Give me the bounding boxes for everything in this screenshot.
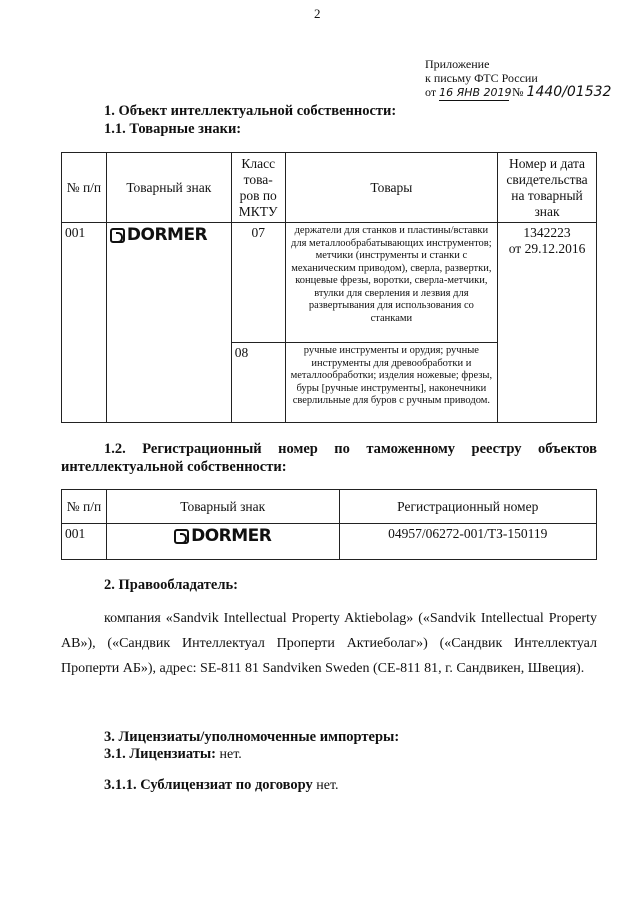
row-number: 001 [62, 223, 107, 423]
certificate-cell [498, 223, 597, 423]
certificate-number: 1342223 [523, 225, 571, 240]
annex-stamp [425, 57, 611, 101]
table-row [62, 524, 597, 560]
section31-label: 3.1. Лицензиаты: [104, 746, 217, 762]
trademark-table [61, 152, 597, 423]
annex-line1: Приложение [425, 57, 490, 71]
rightholder-text: компания «Sandvik Intellectual Property Aktiebolag» («Sandvik Intellectual Property AB»), («Сандвик Интеллектуал Проперти Актиеболаг») («Сандвик Интеллектуал Проперти АБ»), адрес: SE-811 81 Sandviken Sweden (СЕ-811 81, г. Сандвикен, Швеция). [61, 611, 597, 676]
section311-value: нет. [312, 778, 339, 793]
header-no: № п/п [62, 153, 107, 223]
section12-title: 1.2. Регистрационный номер по таможенному реестру объектов интеллектуальной собственности: [61, 441, 597, 475]
section31-line [104, 746, 242, 763]
section311-label: 3.1.1. Сублицензиат по договору [104, 777, 313, 793]
section2-title: 2. Правообладатель: [104, 577, 238, 593]
annex-line3 [425, 85, 611, 101]
annex-date-handwritten: 16 ЯНВ 2019 [439, 86, 512, 99]
annex-from-label: от [425, 85, 437, 99]
goods-cell: ручные инструменты и орудия; ручные инструменты для древообработки и металлообработки; изделия ножевые; фрезы, буры [ручные инструменты], наконечники сверлильные для буров с ручным приводом. [285, 343, 497, 423]
class-cell: 07 [231, 223, 285, 343]
section3-title: 3. Лицензиаты/уполномоченные импортеры: [104, 729, 400, 745]
certificate-date: от 29.12.2016 [508, 241, 586, 256]
annex-no-label: № [512, 85, 524, 99]
registration-table-header [62, 490, 597, 524]
dormer-logo [174, 526, 271, 546]
header-trademark: Товарный знак [106, 490, 339, 524]
annex-number-handwritten: 1440/01532 [526, 84, 612, 100]
dormer-logo [110, 225, 207, 245]
section1-subtitle: 1.1. Товарные знаки: [104, 121, 242, 137]
dormer-logo-text: DORMER [191, 526, 272, 546]
header-no: № п/п [62, 490, 107, 524]
row-number: 001 [62, 524, 107, 560]
section1-title: 1. Объект интеллектуальной собственности: [104, 103, 397, 119]
header-goods: Товары [285, 153, 497, 223]
header-trademark: Товарный знак [106, 153, 231, 223]
annex-line2: к письму ФТС России [425, 71, 538, 85]
dormer-logo-mark-icon [174, 529, 189, 544]
trademark-table-header [62, 153, 597, 223]
section31-value: нет. [216, 747, 242, 762]
dormer-logo-text: DORMER [126, 225, 208, 245]
header-registration-number: Регистрационный номер [339, 490, 597, 524]
registration-number: 04957/06272-001/ТЗ-150119 [339, 524, 597, 560]
dormer-logo-mark-icon [110, 228, 125, 243]
trademark-cell [106, 223, 231, 423]
goods-cell: держатели для станков и пластины/вставки для металлообрабатывающих инструментов; метчики (инструменты и станки с механическим приводом), сверла, развертки, концевые фрезы, воротки, сверла-метчики, втулки для сверления и лезвия для развертывания для использования со станками [285, 223, 497, 343]
registration-table [61, 489, 597, 560]
section311-line [104, 777, 339, 794]
table-row [62, 223, 597, 343]
class-cell: 08 [231, 343, 285, 423]
header-class: Класс това-ров по МКТУ [231, 153, 285, 223]
header-certificate: Номер и дата свидетельства на товарный знак [498, 153, 597, 223]
page-number: 2 [314, 6, 321, 21]
trademark-cell [106, 524, 339, 560]
